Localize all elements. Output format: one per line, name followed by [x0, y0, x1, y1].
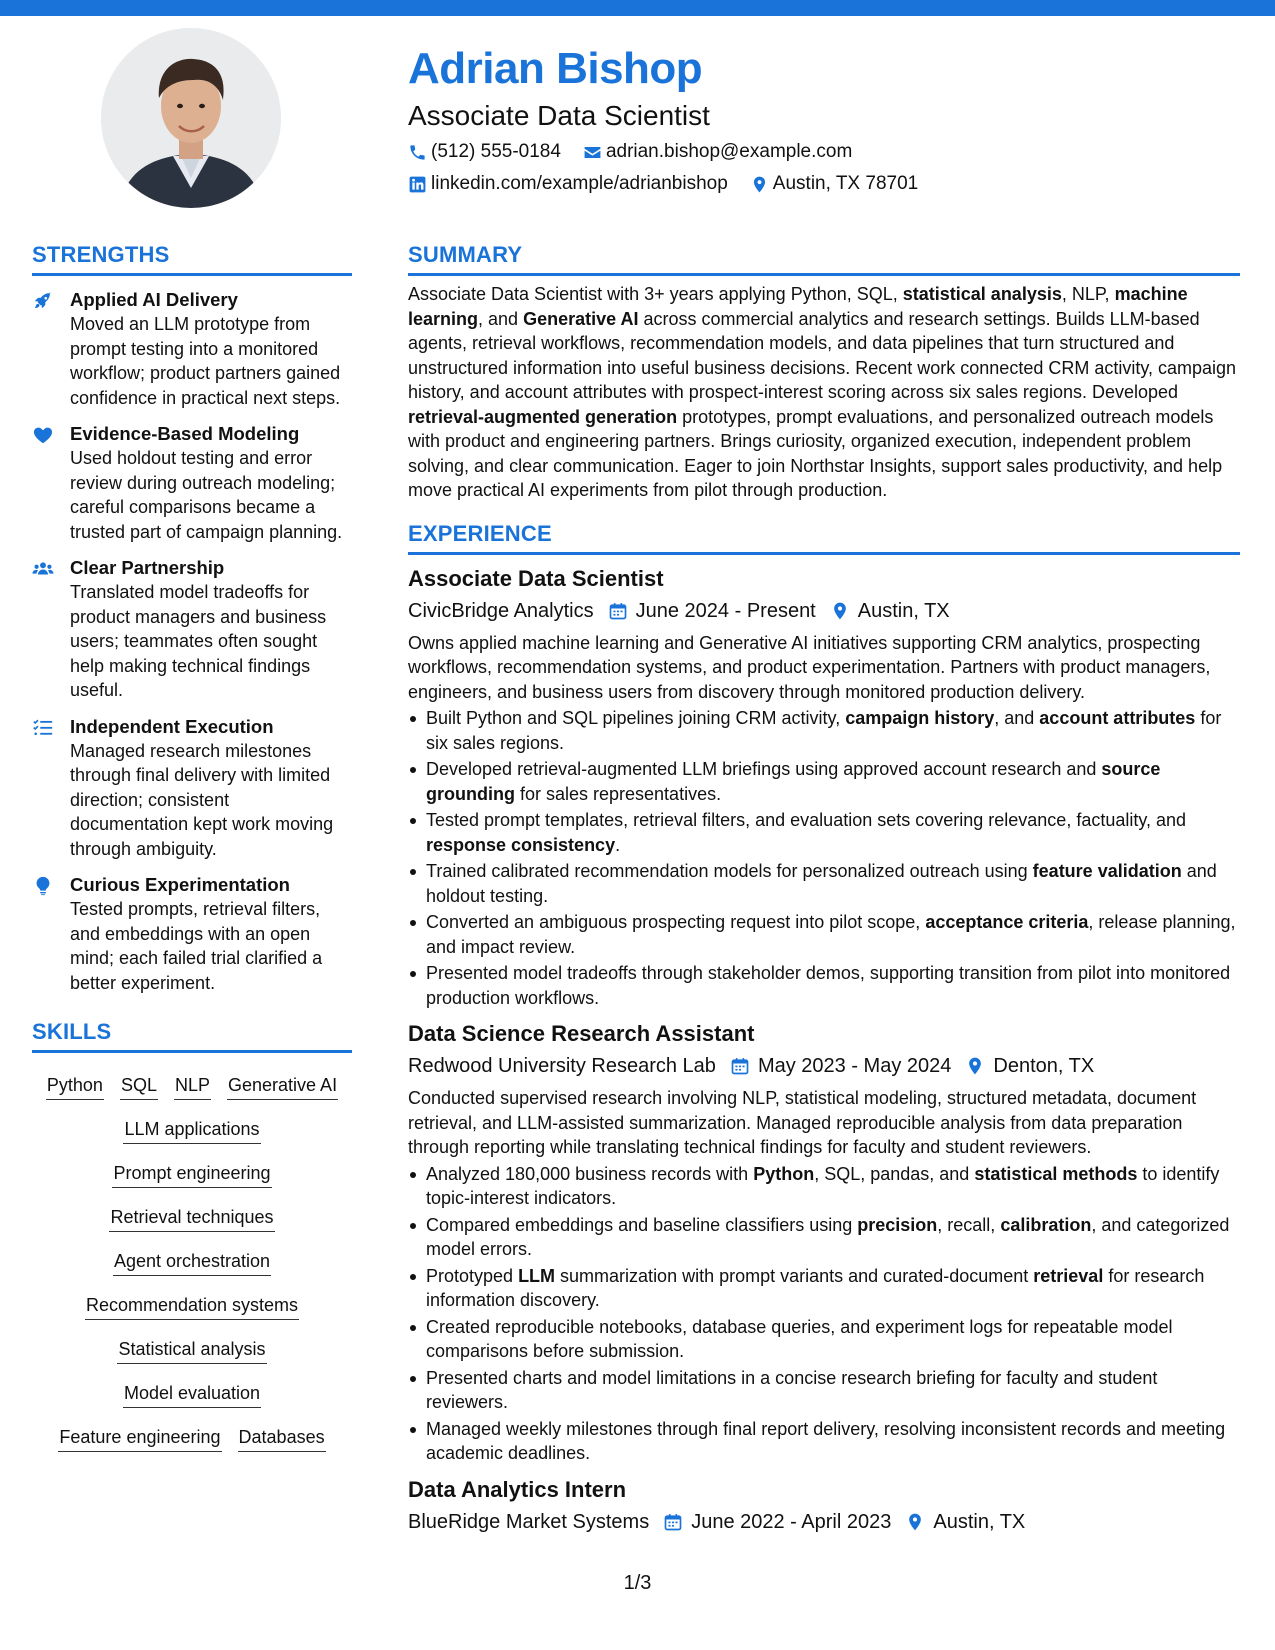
strength-item	[32, 715, 352, 862]
job-title: Associate Data Scientist	[408, 565, 664, 591]
job-bullets	[408, 706, 1240, 1010]
phone-icon	[408, 143, 427, 162]
job-company: CivicBridge Analytics	[408, 599, 594, 622]
job-title: Data Science Research Assistant	[408, 1021, 755, 1046]
strength-text: Moved an LLM prototype from prompt testing into a monitored workflow; product partners gained confidence in practical next steps.	[70, 314, 341, 408]
summary-heading: SUMMARY	[408, 240, 1240, 276]
job-location: Austin, TX	[857, 599, 950, 622]
strength-item	[32, 556, 352, 703]
bullet-item: Developed retrieval-augmented LLM briefings using approved account research and source grounding for sales representatives.	[408, 757, 1240, 806]
job-meta	[408, 597, 1240, 625]
bullet-item: Analyzed 180,000 business records with Python, SQL, pandas, and statistical methods to identify topic-interest indicators.	[408, 1162, 1240, 1211]
bullet-item: Prototyped LLM summarization with prompt variants and curated-document retrieval for research information discovery.	[408, 1264, 1240, 1313]
calendar-icon	[730, 1056, 750, 1076]
email-text: adrian.bishop@example.com	[605, 141, 853, 162]
bullet-item: Presented charts and model limitations in a concise research briefing for faculty and student reviewers.	[408, 1366, 1240, 1415]
skill-tag: NLP	[174, 1073, 211, 1100]
job-bullets	[408, 1162, 1240, 1466]
skill-tag: LLM applications	[123, 1117, 260, 1144]
skill-tag: Retrieval techniques	[109, 1205, 274, 1232]
contact-row-2	[408, 172, 1248, 196]
strength-title: Applied AI Delivery	[70, 289, 238, 310]
strength-title: Clear Partnership	[70, 557, 225, 578]
job-location: Denton, TX	[993, 1055, 1095, 1077]
location-contact	[750, 173, 918, 195]
lightbulb-icon	[32, 875, 54, 897]
bullet-item: Converted an ambiguous prospecting request into pilot scope, acceptance criteria, release planning, and impact review.	[408, 910, 1240, 959]
strength-item	[32, 422, 352, 544]
rocket-icon	[32, 290, 54, 312]
resume-header	[408, 40, 1248, 196]
strength-text: Used holdout testing and error review during outreach modeling; careful comparisons became a trusted part of campaign planning.	[70, 448, 343, 542]
envelope-icon	[583, 143, 602, 162]
candidate-title: Associate Data Scientist	[408, 100, 710, 131]
skill-tag: Feature engineering	[58, 1425, 221, 1452]
skill-tag: Recommendation systems	[85, 1293, 299, 1320]
experience-heading: EXPERIENCE	[408, 519, 1240, 555]
strength-text: Managed research milestones through final delivery with limited direction; consistent documentation kept work moving through ambiguity.	[70, 740, 334, 859]
skill-tag: Agent orchestration	[113, 1249, 271, 1276]
calendar-icon	[663, 1512, 683, 1532]
portrait-illustration	[101, 28, 281, 208]
skills-heading: SKILLS	[32, 1017, 352, 1053]
skill-tag: Databases	[238, 1425, 326, 1452]
strength-item	[32, 288, 352, 410]
contact-row-1	[408, 140, 1248, 164]
calendar-icon	[608, 601, 628, 621]
job-entry	[408, 1476, 1240, 1536]
job-dates: June 2024 - Present	[635, 599, 816, 622]
bullet-item: Presented model tradeoffs through stakeholder demos, supporting transition from pilot into monitored production workflows.	[408, 961, 1240, 1010]
linkedin-text: linkedin.com/example/adrianbishop	[431, 173, 728, 194]
bullet-item: Tested prompt templates, retrieval filters, and evaluation sets covering relevance, factuality, and response consistency.	[408, 808, 1240, 857]
bullet-item: Compared embeddings and baseline classifiers using precision, recall, calibration, and categorized model errors.	[408, 1213, 1240, 1262]
list-check-icon	[32, 717, 54, 739]
bullet-item: Managed weekly milestones through final report delivery, resolving inconsistent records and meeting academic deadlines.	[408, 1417, 1240, 1466]
job-meta	[408, 1508, 1240, 1536]
skill-tag: Model evaluation	[123, 1381, 261, 1408]
job-description: Owns applied machine learning and Generative AI initiatives supporting CRM analytics, prospecting workflows, recommendation systems, and product experimentation. Partners with product managers, engineers, and business users from discovery through monitored production delivery.	[408, 632, 1211, 702]
job-company: Redwood University Research Lab	[408, 1055, 716, 1077]
strength-text: Translated model tradeoffs for product managers and business users; teammates often sought help making technical findings useful.	[70, 582, 327, 700]
strength-title: Evidence-Based Modeling	[70, 423, 300, 444]
map-pin-icon	[750, 175, 769, 194]
users-icon	[32, 558, 54, 580]
profile-photo	[101, 28, 281, 208]
summary-text: Associate Data Scientist with 3+ years applying Python, SQL, statistical analysis, NLP, machine learning, and Generative AI across commercial analytics and research settings. Builds LLM-based agents, retrieval workflows, recommendation models, and data pipelines that turn structured and unstructured information into useful business decisions. Recent work connected CRM activity, campaign history, and account attributes with prospect-interest scoring across six sales regions. Developed retrieval-augmented generation prototypes, prompt evaluations, and personalized outreach models with product and engineering partners. Brings curiosity, organized execution, independent problem solving, and clear communication. Eager to join Northstar Insights, support sales productivity, and help move practical AI experiments from pilot through production.	[408, 284, 1237, 500]
map-pin-icon	[965, 1056, 985, 1076]
job-meta	[408, 1052, 1240, 1080]
job-entry	[408, 1020, 1240, 1466]
strength-title: Curious Experimentation	[70, 874, 290, 895]
phone-contact[interactable]	[408, 141, 561, 163]
heart-icon	[32, 424, 54, 446]
skill-tag: SQL	[120, 1073, 158, 1100]
job-description: Conducted supervised research involving NLP, statistical modeling, structured metadata, document retrieval, and LLM-assisted summarization. Managed reproducible analysis from data preparation through reporting while translating technical findings for faculty and student reviewers.	[408, 1088, 1197, 1157]
strength-item	[32, 873, 352, 995]
bullet-item: Built Python and SQL pipelines joining CRM activity, campaign history, and account attributes for six sales regions.	[408, 706, 1240, 755]
skill-tag: Python	[46, 1073, 104, 1100]
linkedin-icon	[408, 175, 427, 194]
map-pin-icon	[830, 601, 850, 621]
left-column	[32, 240, 352, 1463]
skill-tag: Generative AI	[227, 1073, 338, 1100]
bullet-item: Trained calibrated recommendation models for personalized outreach using feature validation and holdout testing.	[408, 859, 1240, 908]
strength-text: Tested prompts, retrieval filters, and embeddings with an open mind; each failed trial clarified a better experiment.	[70, 899, 323, 993]
strengths-heading: STRENGTHS	[32, 240, 352, 276]
skills-list	[32, 1067, 352, 1463]
candidate-name: Adrian Bishop	[408, 44, 703, 93]
right-column	[408, 240, 1240, 1536]
skill-tag: Statistical analysis	[117, 1337, 266, 1364]
job-entry	[408, 565, 1240, 1011]
top-accent-bar	[0, 0, 1275, 16]
job-location: Austin, TX	[933, 1510, 1026, 1533]
page-number: 1/3	[623, 1572, 652, 1594]
strength-title: Independent Execution	[70, 715, 274, 737]
location-text: Austin, TX 78701	[772, 173, 919, 194]
linkedin-contact[interactable]	[408, 173, 728, 195]
job-company: BlueRidge Market Systems	[408, 1510, 650, 1533]
map-pin-icon	[905, 1512, 925, 1532]
email-contact[interactable]	[583, 141, 852, 163]
phone-text: (512) 555-0184	[431, 141, 561, 162]
job-dates: May 2023 - May 2024	[757, 1055, 952, 1077]
skill-tag: Prompt engineering	[112, 1161, 271, 1188]
job-dates: June 2022 - April 2023	[691, 1510, 892, 1533]
job-title: Data Analytics Intern	[408, 1476, 627, 1502]
bullet-item: Created reproducible notebooks, database queries, and experiment logs for repeatable model comparisons before submission.	[408, 1315, 1240, 1364]
